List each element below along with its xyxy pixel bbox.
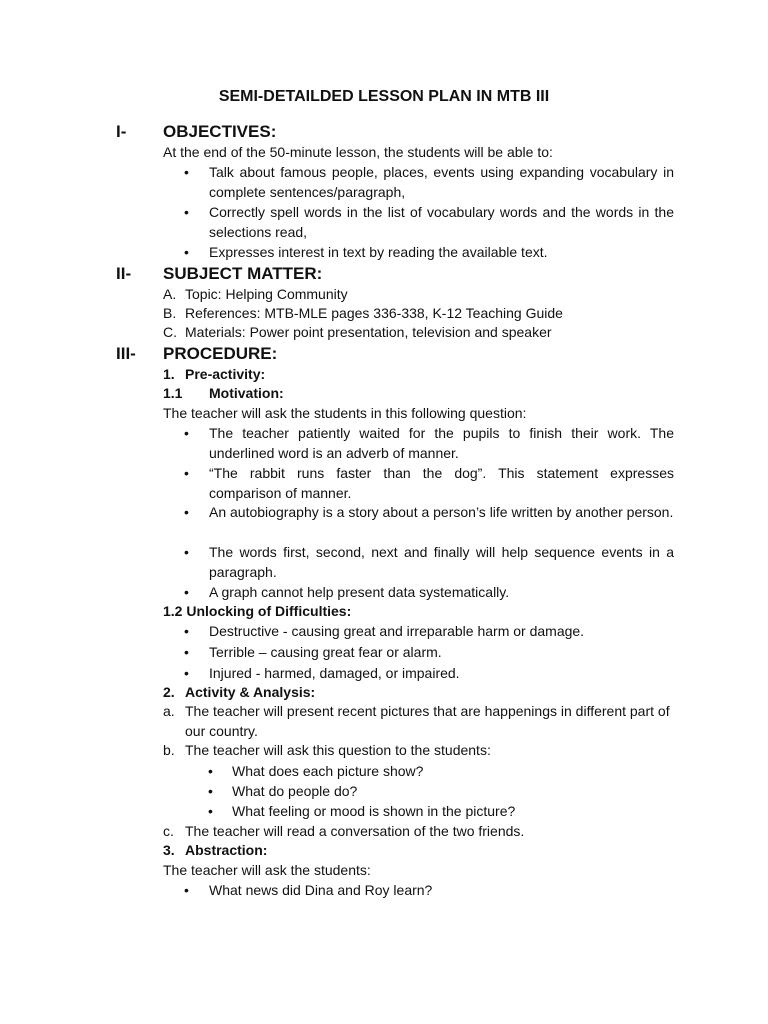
- bullet-icon: •: [208, 783, 213, 799]
- subject-item: [163, 323, 674, 343]
- motivation-text: The teacher patiently waited for the pupils to finish their work. The underlined word is an adverb of manner.: [209, 425, 674, 461]
- bullet-icon: •: [208, 763, 213, 779]
- bullet-icon: •: [184, 644, 189, 660]
- pre-activity-heading: [163, 365, 265, 384]
- section-title-procedure: PROCEDURE:: [163, 344, 278, 363]
- item-label: c.: [163, 823, 174, 839]
- heading-label: Activity & Analysis:: [185, 684, 316, 700]
- unlocking-text: Destructive - causing great and irreparable harm or damage.: [209, 623, 585, 639]
- activity-item: [163, 702, 674, 741]
- bullet-icon: •: [184, 504, 189, 520]
- unlocking-item: [184, 622, 674, 642]
- subject-item: [163, 285, 674, 305]
- bullet-icon: •: [184, 882, 189, 898]
- item-text: The teacher will read a conversation of the two friends.: [185, 823, 525, 839]
- activity-item: [163, 822, 674, 842]
- objective-text: Correctly spell words in the list of vocabulary words and the words in the selections read,: [209, 204, 674, 240]
- motivation-item: [184, 583, 674, 603]
- abstraction-item: [184, 881, 674, 901]
- motivation-text: An autobiography is a story about a person’s life written by another person.: [209, 504, 674, 520]
- item-text: The teacher will ask this question to the students:: [185, 742, 491, 758]
- item-label: C.: [163, 324, 177, 340]
- bullet-icon: •: [208, 803, 213, 819]
- heading-label: Abstraction:: [185, 842, 268, 858]
- item-text: Materials: Power point presentation, television and speaker: [185, 324, 552, 340]
- item-text: Topic: Helping Community: [185, 286, 348, 302]
- section-number-subject: II-: [116, 264, 132, 283]
- activity-item: [163, 741, 674, 761]
- activity-question: [208, 802, 674, 822]
- heading-number: 3.: [163, 842, 175, 858]
- abstraction-text: What news did Dina and Roy learn?: [209, 882, 433, 898]
- section-number-procedure: III-: [116, 344, 136, 363]
- bullet-icon: •: [184, 244, 189, 260]
- motivation-text: The words first, second, next and finally will help sequence events in a paragraph.: [209, 544, 674, 580]
- objective-item: [184, 203, 674, 242]
- heading-number: 2.: [163, 684, 175, 700]
- item-label: B.: [163, 305, 177, 321]
- unlocking-heading: 1.2 Unlocking of Difficulties:: [163, 603, 352, 619]
- bullet-icon: •: [184, 584, 189, 600]
- bullet-icon: •: [184, 665, 189, 681]
- item-text: The teacher will present recent pictures that are happenings in different part of our country.: [185, 703, 670, 739]
- heading-label: Pre-activity:: [185, 366, 266, 382]
- motivation-intro: The teacher will ask the students in this following question:: [163, 405, 527, 421]
- activity-heading: [163, 683, 315, 702]
- section-title-subject: SUBJECT MATTER:: [163, 264, 323, 283]
- question-text: What do people do?: [232, 783, 358, 799]
- item-label: a.: [163, 703, 175, 719]
- section-title-objectives: OBJECTIVES:: [163, 122, 277, 141]
- bullet-icon: •: [184, 425, 189, 441]
- document-title: SEMI-DETAILDED LESSON PLAN IN MTB III: [218, 88, 550, 105]
- motivation-item: [184, 424, 674, 463]
- objective-text: Expresses interest in text by reading the available text.: [209, 244, 548, 260]
- objective-item: [184, 163, 674, 202]
- objective-text: Talk about famous people, places, events using expanding vocabulary in complete sentences/paragraph,: [209, 164, 674, 200]
- unlocking-item: [184, 643, 674, 663]
- abstraction-intro: The teacher will ask the students:: [163, 862, 371, 878]
- heading-number: 1.1: [163, 385, 183, 401]
- abstraction-heading: [163, 841, 267, 860]
- activity-question: [208, 762, 674, 782]
- activity-question: [208, 782, 674, 802]
- unlocking-item: [184, 664, 674, 684]
- motivation-text: “The rabbit runs faster than the dog”. This statement expresses comparison of manner.: [209, 465, 674, 501]
- question-text: What feeling or mood is shown in the picture?: [232, 803, 516, 819]
- bullet-icon: •: [184, 465, 189, 481]
- heading-number: 1.: [163, 366, 175, 382]
- motivation-item: [184, 543, 674, 582]
- unlocking-text: Terrible – causing great fear or alarm.: [209, 644, 442, 660]
- motivation-text: A graph cannot help present data systematically.: [209, 584, 510, 600]
- bullet-icon: •: [184, 623, 189, 639]
- item-label: b.: [163, 742, 175, 758]
- question-text: What does each picture show?: [232, 763, 424, 779]
- motivation-heading: [163, 384, 284, 403]
- item-text: References: MTB-MLE pages 336-338, K-12 Teaching Guide: [185, 305, 563, 321]
- objective-item: [184, 243, 674, 263]
- unlocking-text: Injured - harmed, damaged, or impaired.: [209, 665, 460, 681]
- motivation-item: [184, 503, 674, 523]
- heading-label: Motivation:: [209, 385, 284, 401]
- objectives-intro: At the end of the 50-minute lesson, the students will be able to:: [163, 144, 553, 160]
- subject-item: [163, 304, 674, 324]
- section-number-objectives: I-: [116, 122, 127, 141]
- motivation-item: [184, 464, 674, 503]
- item-label: A.: [163, 286, 177, 302]
- bullet-icon: •: [184, 544, 189, 560]
- bullet-icon: •: [184, 204, 189, 220]
- bullet-icon: •: [184, 164, 189, 180]
